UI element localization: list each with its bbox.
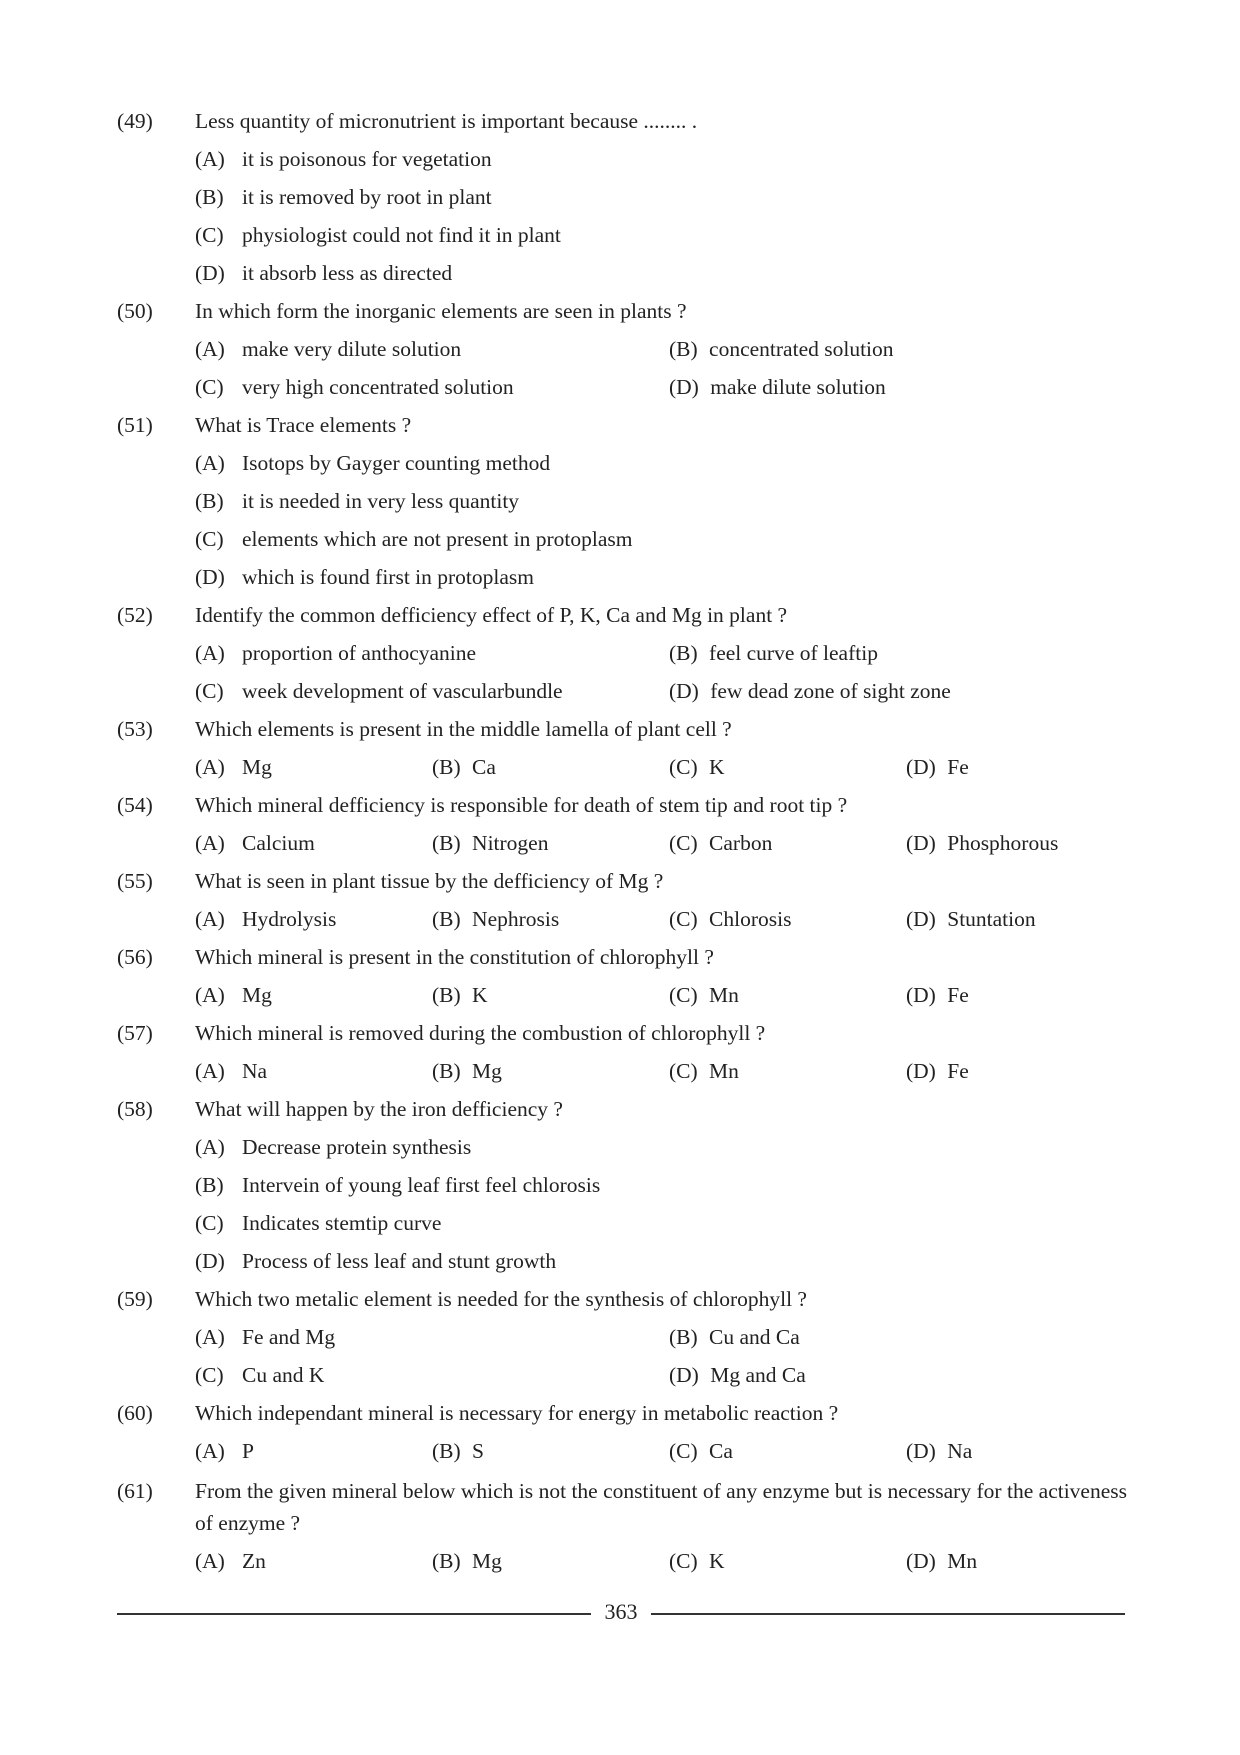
option-b <box>669 637 878 669</box>
question-text: Identify the common defficiency effect of P, K, Ca and Mg in plant ? <box>195 603 788 627</box>
option-label: (D) <box>906 1439 936 1463</box>
option-c <box>195 219 561 251</box>
option-label: (A) <box>195 831 225 855</box>
option-label: (B) <box>432 831 461 855</box>
question-text: In which form the inorganic elements are seen in plants ? <box>195 299 687 323</box>
option-text: Intervein of young leaf first feel chlorosis <box>242 1173 601 1197</box>
option-a <box>195 751 272 783</box>
option-text: K <box>709 1549 725 1573</box>
option-text: Mn <box>709 983 739 1007</box>
option-text: physiologist could not find it in plant <box>242 223 561 247</box>
question-number: (59) <box>117 1287 153 1311</box>
option-b <box>195 485 519 517</box>
option-text: very high concentrated solution <box>242 375 514 399</box>
option-d <box>906 1435 972 1467</box>
option-text: K <box>709 755 725 779</box>
footer-rule-right <box>651 1613 1125 1615</box>
option-text: Fe <box>947 755 969 779</box>
question-text: From the given mineral below which is not the constituent of any enzyme but is necessary for the activeness of enzyme ? <box>195 1479 1127 1535</box>
option-a <box>195 1435 254 1467</box>
option-label: (B) <box>669 1325 698 1349</box>
option-text: Mn <box>947 1549 978 1573</box>
option-text: it is poisonous for vegetation <box>242 147 492 171</box>
option-text: Ca <box>709 1439 733 1463</box>
option-label: (D) <box>669 1363 699 1387</box>
option-d <box>669 371 886 403</box>
question-number: (52) <box>117 603 153 627</box>
option-label: (D) <box>906 907 936 931</box>
option-label: (A) <box>195 755 225 779</box>
option-a <box>195 447 550 479</box>
option-label: (D) <box>906 1549 936 1573</box>
option-a <box>195 1055 267 1087</box>
option-text: elements which are not present in protoplasm <box>242 527 633 551</box>
option-b <box>195 1169 600 1201</box>
option-text: Zn <box>242 1549 266 1573</box>
option-b <box>432 827 548 859</box>
option-text: Cu and Ca <box>709 1325 800 1349</box>
option-text: Ca <box>472 755 496 779</box>
option-text: Cu and K <box>242 1363 325 1387</box>
option-a <box>195 637 476 669</box>
option-text: proportion of anthocyanine <box>242 641 477 665</box>
option-c <box>669 1435 733 1467</box>
option-c <box>195 1359 324 1391</box>
question-number: (60) <box>117 1401 153 1425</box>
option-text: Na <box>242 1059 268 1083</box>
option-text: Phosphorous <box>947 831 1059 855</box>
option-d <box>906 1545 977 1577</box>
option-c <box>669 1055 739 1087</box>
option-text: Fe <box>947 1059 969 1083</box>
option-text: Chlorosis <box>709 907 792 931</box>
option-a <box>195 1545 266 1577</box>
option-text: Mg <box>242 755 272 779</box>
option-label: (D) <box>669 679 699 703</box>
option-label: (B) <box>432 1439 461 1463</box>
option-c <box>195 675 563 707</box>
question-text: Less quantity of micronutrient is important because ........ . <box>195 109 698 133</box>
option-label: (C) <box>669 1059 698 1083</box>
option-a <box>195 903 336 935</box>
option-c <box>669 979 739 1011</box>
option-d <box>195 257 452 289</box>
option-d <box>906 979 969 1011</box>
option-d <box>906 827 1058 859</box>
option-text: Fe and Mg <box>242 1325 336 1349</box>
option-text: Carbon <box>709 831 773 855</box>
option-text: make very dilute solution <box>242 337 462 361</box>
option-b <box>669 1321 800 1353</box>
question-number: (51) <box>117 413 153 437</box>
option-b <box>432 751 496 783</box>
option-label: (C) <box>195 527 224 551</box>
option-label: (A) <box>195 1059 225 1083</box>
page-number: 363 <box>604 1599 638 1624</box>
option-label: (B) <box>195 185 224 209</box>
option-text: S <box>472 1439 485 1463</box>
option-b <box>432 1435 484 1467</box>
option-label: (C) <box>669 1439 698 1463</box>
option-label: (C) <box>669 907 698 931</box>
option-c <box>195 371 514 403</box>
option-c <box>195 523 632 555</box>
option-label: (D) <box>195 261 225 285</box>
option-c <box>669 827 772 859</box>
question-text: Which elements is present in the middle lamella of plant cell ? <box>195 717 732 741</box>
option-label: (B) <box>432 1059 461 1083</box>
option-b <box>432 1055 502 1087</box>
option-label: (C) <box>195 679 224 703</box>
option-label: (D) <box>906 755 936 779</box>
option-text: Hydrolysis <box>242 907 337 931</box>
option-label: (B) <box>195 1173 224 1197</box>
option-text: Indicates stemtip curve <box>242 1211 442 1235</box>
option-label: (A) <box>195 451 225 475</box>
option-label: (A) <box>195 1439 225 1463</box>
option-text: P <box>242 1439 254 1463</box>
option-label: (C) <box>195 223 224 247</box>
option-text: it is removed by root in plant <box>242 185 492 209</box>
option-c <box>669 1545 725 1577</box>
option-text: Process of less leaf and stunt growth <box>242 1249 557 1273</box>
option-text: Calcium <box>242 831 315 855</box>
question-number: (54) <box>117 793 153 817</box>
option-a <box>195 827 315 859</box>
option-label: (D) <box>906 831 936 855</box>
option-label: (D) <box>195 1249 225 1273</box>
option-label: (B) <box>669 337 698 361</box>
option-a <box>195 1321 335 1353</box>
option-text: feel curve of leaftip <box>709 641 878 665</box>
option-text: Isotops by Gayger counting method <box>242 451 551 475</box>
option-text: Mg <box>472 1549 502 1573</box>
option-label: (B) <box>432 1549 461 1573</box>
option-label: (A) <box>195 641 225 665</box>
option-text: which is found first in protoplasm <box>242 565 535 589</box>
option-label: (C) <box>669 831 698 855</box>
question-number: (61) <box>117 1479 153 1503</box>
option-d <box>906 751 969 783</box>
option-b <box>432 979 488 1011</box>
option-d <box>906 1055 969 1087</box>
question-number: (49) <box>117 109 153 133</box>
option-b <box>432 1545 502 1577</box>
option-c <box>669 903 791 935</box>
option-label: (C) <box>669 1549 698 1573</box>
option-text: Nephrosis <box>472 907 560 931</box>
question-number: (55) <box>117 869 153 893</box>
option-label: (B) <box>432 907 461 931</box>
option-d <box>195 1245 556 1277</box>
option-d <box>195 561 534 593</box>
question-text: What is seen in plant tissue by the defficiency of Mg ? <box>195 869 664 893</box>
option-label: (D) <box>906 1059 936 1083</box>
option-text: make dilute solution <box>710 375 886 399</box>
option-text: it absorb less as directed <box>242 261 453 285</box>
question-text: Which independant mineral is necessary for energy in metabolic reaction ? <box>195 1401 839 1425</box>
option-text: Decrease protein synthesis <box>242 1135 472 1159</box>
question-number: (56) <box>117 945 153 969</box>
option-label: (D) <box>906 983 936 1007</box>
option-text: Na <box>947 1439 973 1463</box>
option-b <box>669 333 894 365</box>
option-label: (A) <box>195 983 225 1007</box>
option-label: (C) <box>669 983 698 1007</box>
option-text: concentrated solution <box>709 337 894 361</box>
option-text: few dead zone of sight zone <box>710 679 951 703</box>
option-label: (D) <box>195 565 225 589</box>
option-a <box>195 979 272 1011</box>
option-label: (A) <box>195 1549 225 1573</box>
option-a <box>195 1131 471 1163</box>
option-label: (B) <box>432 755 461 779</box>
question-number: (57) <box>117 1021 153 1045</box>
question-text: What will happen by the iron defficiency ? <box>195 1097 563 1121</box>
option-b <box>195 181 492 213</box>
option-label: (B) <box>195 489 224 513</box>
question-text: What is Trace elements ? <box>195 413 412 437</box>
option-text: K <box>472 983 488 1007</box>
option-text: Mg <box>242 983 272 1007</box>
option-d <box>669 1359 806 1391</box>
option-label: (C) <box>669 755 698 779</box>
option-text: Fe <box>947 983 969 1007</box>
option-text: Stuntation <box>947 907 1036 931</box>
option-text: Mn <box>709 1059 739 1083</box>
option-text: Mg <box>472 1059 502 1083</box>
question-number: (58) <box>117 1097 153 1121</box>
option-a <box>195 333 461 365</box>
option-a <box>195 143 492 175</box>
option-d <box>669 675 951 707</box>
option-label: (A) <box>195 1135 225 1159</box>
option-label: (A) <box>195 147 225 171</box>
question-text: Which mineral defficiency is responsible for death of stem tip and root tip ? <box>195 793 848 817</box>
option-text: Mg and Ca <box>710 1363 806 1387</box>
option-label: (A) <box>195 337 225 361</box>
option-label: (D) <box>669 375 699 399</box>
option-text: week development of vascularbundle <box>242 679 563 703</box>
option-label: (A) <box>195 1325 225 1349</box>
question-text: Which mineral is present in the constitution of chlorophyll ? <box>195 945 714 969</box>
option-c <box>195 1207 441 1239</box>
option-label: (A) <box>195 907 225 931</box>
option-text: it is needed in very less quantity <box>242 489 520 513</box>
question-text: Which two metalic element is needed for the synthesis of chlorophyll ? <box>195 1287 807 1311</box>
option-label: (C) <box>195 1211 224 1235</box>
option-d <box>906 903 1036 935</box>
option-b <box>432 903 559 935</box>
option-label: (C) <box>195 375 224 399</box>
option-label: (B) <box>669 641 698 665</box>
option-label: (B) <box>432 983 461 1007</box>
question-number: (53) <box>117 717 153 741</box>
option-c <box>669 751 725 783</box>
question-text: Which mineral is removed during the combustion of chlorophyll ? <box>195 1021 766 1045</box>
option-text: Nitrogen <box>472 831 549 855</box>
question-number: (50) <box>117 299 153 323</box>
footer-rule-left <box>117 1613 591 1615</box>
option-label: (C) <box>195 1363 224 1387</box>
